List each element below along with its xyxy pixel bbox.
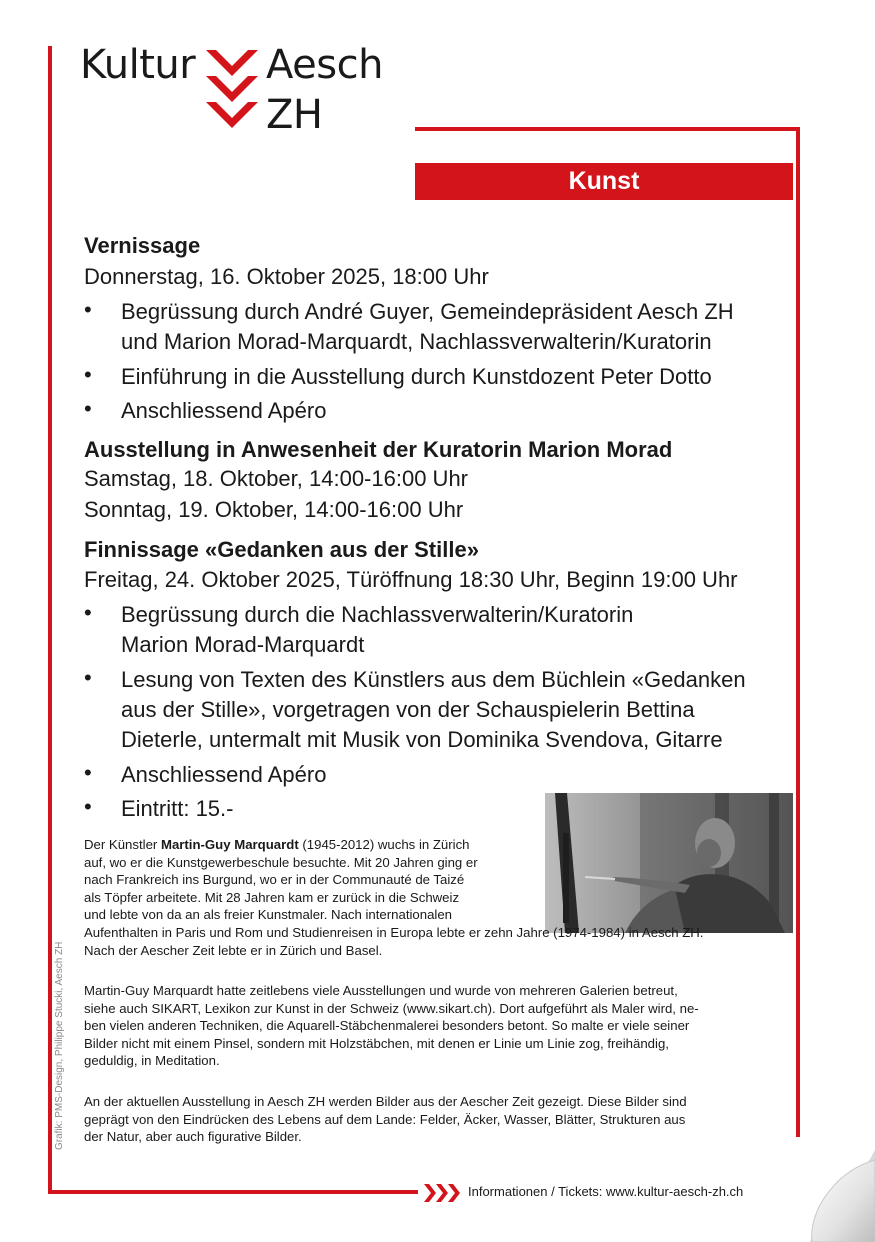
bullet-text: Lesung von Texten des Künstlers aus dem Büchlein «Gedanken (121, 667, 746, 692)
bio-line: geprägt von den Eindrücken des Lebens auf dem Lande: Felder, Äcker, Wasser, Blätter, Strukturen aus (84, 1111, 686, 1127)
frame-bottom-line (48, 1190, 418, 1194)
bio-line: auf, wo er die Kunstgewerbeschule besuchte. Mit 20 Jahren ging er (84, 854, 478, 870)
bio-line: siehe auch SIKART, Lexikon zur Kunst in der Schweiz (www.sikart.ch). Dort aufgeführt als Maler wird, ne- (84, 1000, 699, 1016)
bio-line: Der Künstler Martin-Guy Marquardt (1945-2012) wuchs in Zürich (84, 837, 470, 852)
bio-line: Martin-Guy Marquardt hatte zeitlebens viele Ausstellungen und wurde von mehreren Galerien betreut, (84, 983, 678, 998)
logo-word-kultur: Kultur (80, 42, 196, 88)
finnissage-date: Freitag, 24. Oktober 2025, Türöffnung 18:30 Uhr, Beginn 19:00 Uhr (84, 567, 738, 592)
bio-paragraph-2 (84, 982, 794, 1070)
vernissage-date: Donnerstag, 16. Oktober 2025, 18:00 Uhr (84, 264, 489, 289)
bullet-text: aus der Stille», vorgetragen von der Schauspielerin Bettina (121, 697, 695, 722)
ausstellung-date-2: Sonntag, 19. Oktober, 14:00-16:00 Uhr (84, 497, 464, 522)
bullet-text: Dieterle, untermalt mit Musik von Dominika Svendova, Gitarre (121, 727, 723, 752)
bio-line: An der aktuellen Ausstellung in Aesch ZH werden Bilder aus der Aescher Zeit gezeigt. Diese Bilder sind (84, 1094, 687, 1109)
chevrons-down-icon (204, 48, 260, 130)
bio-line: Bilder nicht mit einem Pinsel, sondern mit Holzstäbchen, mit denen er Linie um Linie zog, freihändig, (84, 1035, 669, 1051)
ausstellung-heading: Ausstellung in Anwesenheit der Kuratorin Marion Morad (84, 437, 673, 462)
bullet-text: Begrüssung durch die Nachlassverwalterin/Kuratorin (121, 602, 634, 627)
bullet-text: Begrüssung durch André Guyer, Gemeindepräsident Aesch ZH (121, 299, 734, 324)
bio-line: ben vielen anderen Techniken, die Aquarell-Stäbchenmalerei besonders betont. So malte er viele seiner (84, 1018, 690, 1034)
bullet-text: Einführung in die Ausstellung durch Kunstdozent Peter Dotto (121, 364, 712, 389)
bullet-text: Marion Morad-Marquardt (121, 632, 365, 657)
bio-line: der Natur, aber auch figurative Bilder. (84, 1129, 302, 1145)
triple-chevron-right-icon (424, 1182, 464, 1204)
bullet-text: Anschliessend Apéro (121, 398, 327, 423)
vernissage-heading: Vernissage (84, 233, 201, 258)
bio-line: Aufenthalten in Paris und Rom und Studienreisen in Europa lebte er zehn Jahre (1974-1984) in Aesch ZH. (84, 925, 704, 940)
page-curl (790, 1150, 875, 1242)
bio-paragraph-3 (84, 1093, 794, 1146)
logo-word-aesch: Aesch (266, 42, 383, 88)
footer-info-link[interactable]: Informationen / Tickets: www.kultur-aesch-zh.ch (468, 1184, 744, 1199)
logo-word-zh: ZH (266, 92, 323, 138)
bio-line: geduldig, in Meditation. (84, 1053, 220, 1069)
frame-right-line (796, 127, 800, 1137)
category-band: Kunst (415, 163, 793, 200)
bio-line: nach Frankreich ins Burgund, wo er in der Communauté de Taizé (84, 872, 465, 888)
bullet-text: Eintritt: 15.- (121, 796, 234, 821)
bio-line: Nach der Aescher Zeit lebte er in Zürich und Basel. (84, 942, 383, 958)
bio-line: als Töpfer arbeitete. Mit 28 Jahren kam er zurück in die Schweiz (84, 889, 460, 905)
design-credit: Grafik: PMS-Design, Philippe Stucki, Aesch ZH (54, 941, 65, 1150)
finnissage-heading: Finnissage «Gedanken aus der Stille» (84, 537, 479, 562)
bio-line: und lebte von da an als freier Kunstmaler. Nach internationalen (84, 907, 453, 923)
frame-top-line (415, 127, 800, 131)
artist-name: Martin-Guy Marquardt (160, 837, 299, 852)
ausstellung-date-1: Samstag, 18. Oktober, 14:00-16:00 Uhr (84, 466, 469, 491)
artist-photo (545, 793, 793, 933)
frame-left-line (48, 46, 52, 1194)
bullet-text: und Marion Morad-Marquardt, Nachlassverwalterin/Kuratorin (121, 329, 712, 354)
bio-paragraph-1 (84, 836, 534, 924)
bullet-text: Anschliessend Apéro (121, 762, 327, 787)
bio-paragraph-1-cont (84, 924, 794, 959)
